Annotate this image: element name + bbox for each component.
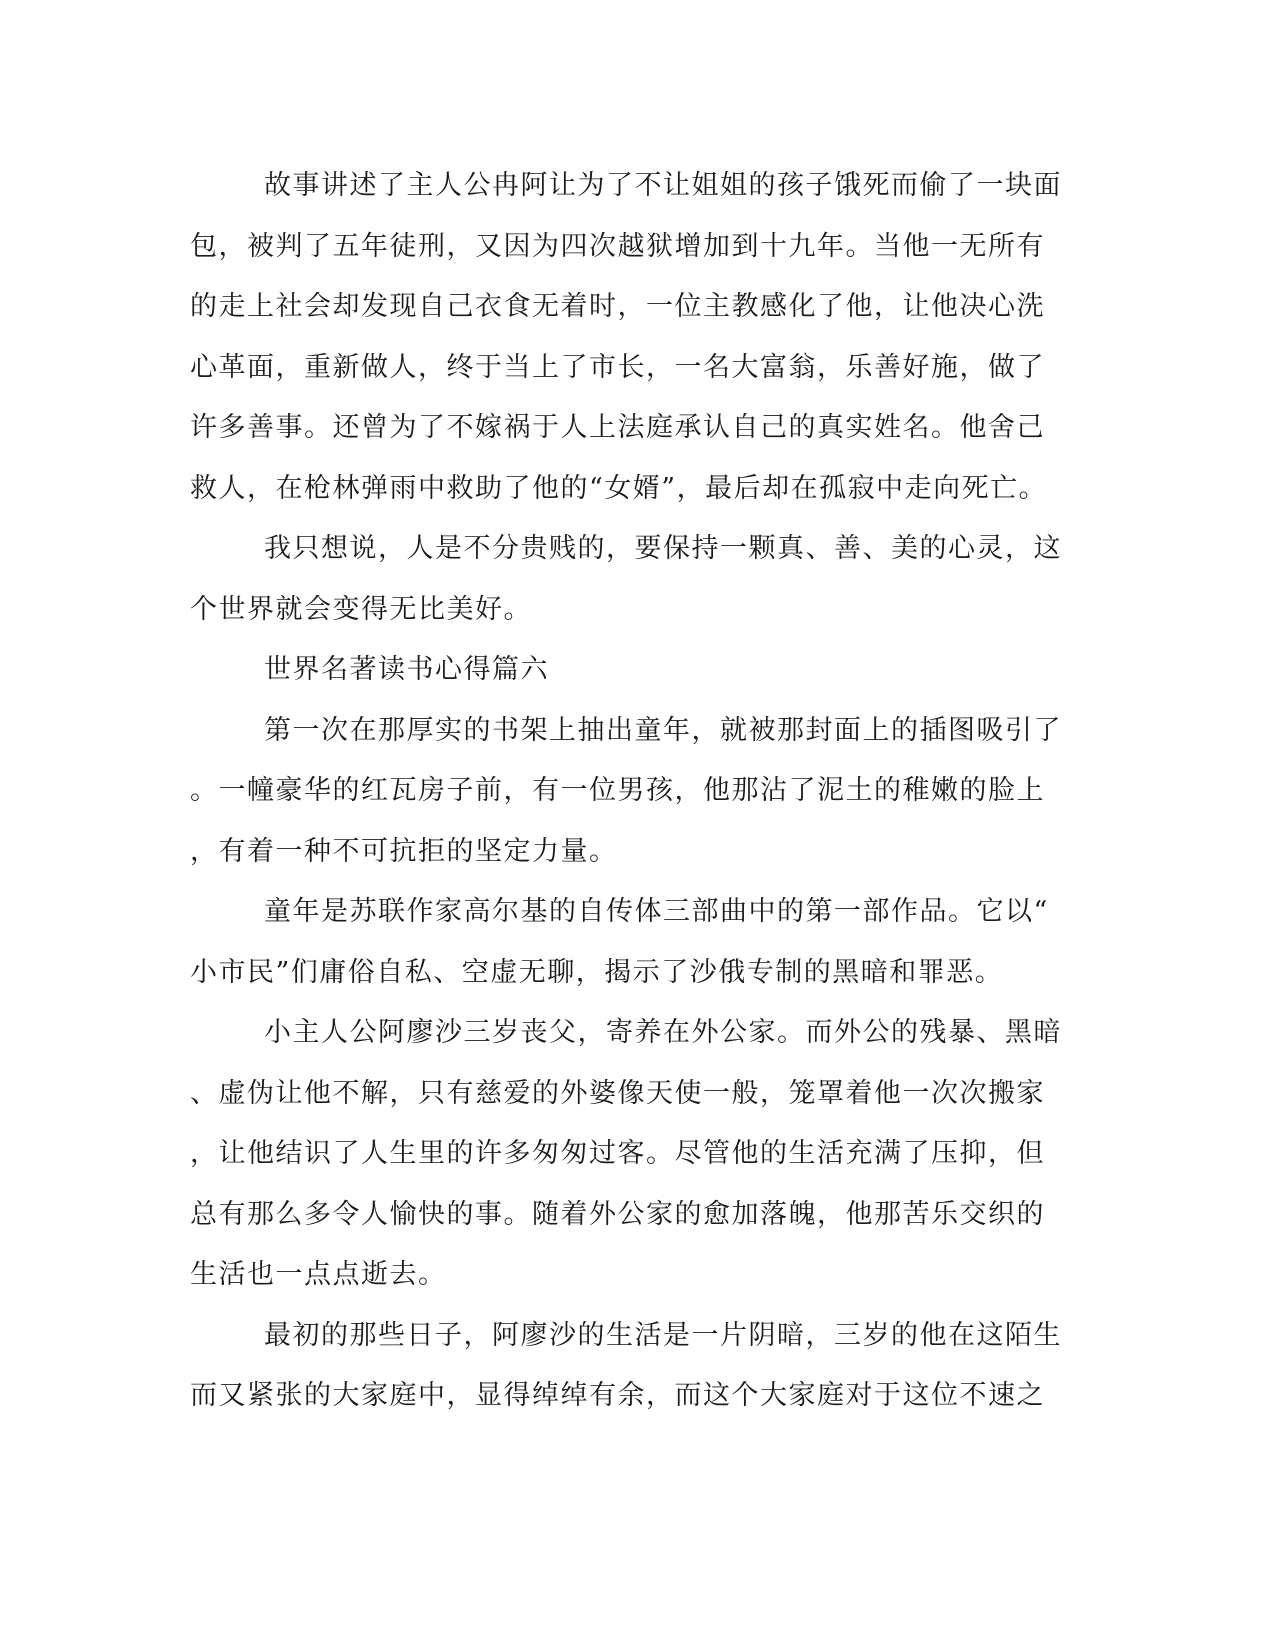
text-line: 第一次在那厚实的书架上抽出童年，就被那封面上的插图吸引了 [264,714,1062,746]
text-line: 故事讲述了主人公冉阿让为了不让姐姐的孩子饿死而偷了一块面 [264,170,1062,201]
text-line: 。一幢豪华的红瓦房子前，有一位男孩，他那沾了泥土的稚嫩的脸上 [190,775,1045,806]
text-line: 最初的那些日子，阿廖沙的生活是一片阴暗，三岁的他在这陌生 [264,1319,1062,1351]
text-line: 我只想说，人是不分贵贱的，要保持一颗真、善、美的心灵，这 [264,533,1062,564]
text-line: 总有那么多令人愉快的事。随着外公家的愈加落魄，他那苦乐交织的 [190,1198,1045,1230]
text-line: 小市民”们庸俗自私、空虚无聊，揭示了沙俄专制的黑暗和罪恶。 [190,956,1004,988]
text-line: 许多善事。还曾为了不嫁祸于人上法庭承认自己的真实姓名。他舍己 [190,412,1045,443]
section-heading: 世界名著读书心得篇六 [264,654,549,685]
text-line: ，有着一种不可抗拒的坚定力量。 [190,835,618,867]
text-line: 童年是苏联作家高尔基的自传体三部曲中的第一部作品。它以“ [264,896,1049,927]
text-line: 包，被判了五年徒刑，又因为四次越狱增加到十九年。当他一无所有 [190,230,1045,262]
document-body [190,156,1070,1427]
text-line: ，让他结识了人生里的许多匆匆过客。尽管他的生活充满了压抑，但 [190,1138,1045,1169]
text-line: 、虚伪让他不解，只有慈爱的外婆像天使一般，笼罩着他一次次搬家 [190,1077,1045,1109]
text-line: 个世界就会变得无比美好。 [190,593,532,625]
text-line: 救人，在枪林弹雨中救助了他的“女婿”，最后却在孤寂中走向死亡。 [190,472,1048,504]
text-line: 心革面，重新做人，终于当上了市长，一名大富翁，乐善好施，做了 [190,351,1045,383]
text-line: 小主人公阿廖沙三岁丧父，寄养在外公家。而外公的残暴、黑暗 [264,1017,1062,1048]
text-line: 生活也一点点逝去。 [190,1259,447,1290]
text-line: 而又紧张的大家庭中，显得绰绰有余，而这个大家庭对于这位不速之 [190,1380,1045,1411]
text-line: 的走上社会却发现自己衣食无着时，一位主教感化了他，让他决心洗 [190,291,1045,322]
